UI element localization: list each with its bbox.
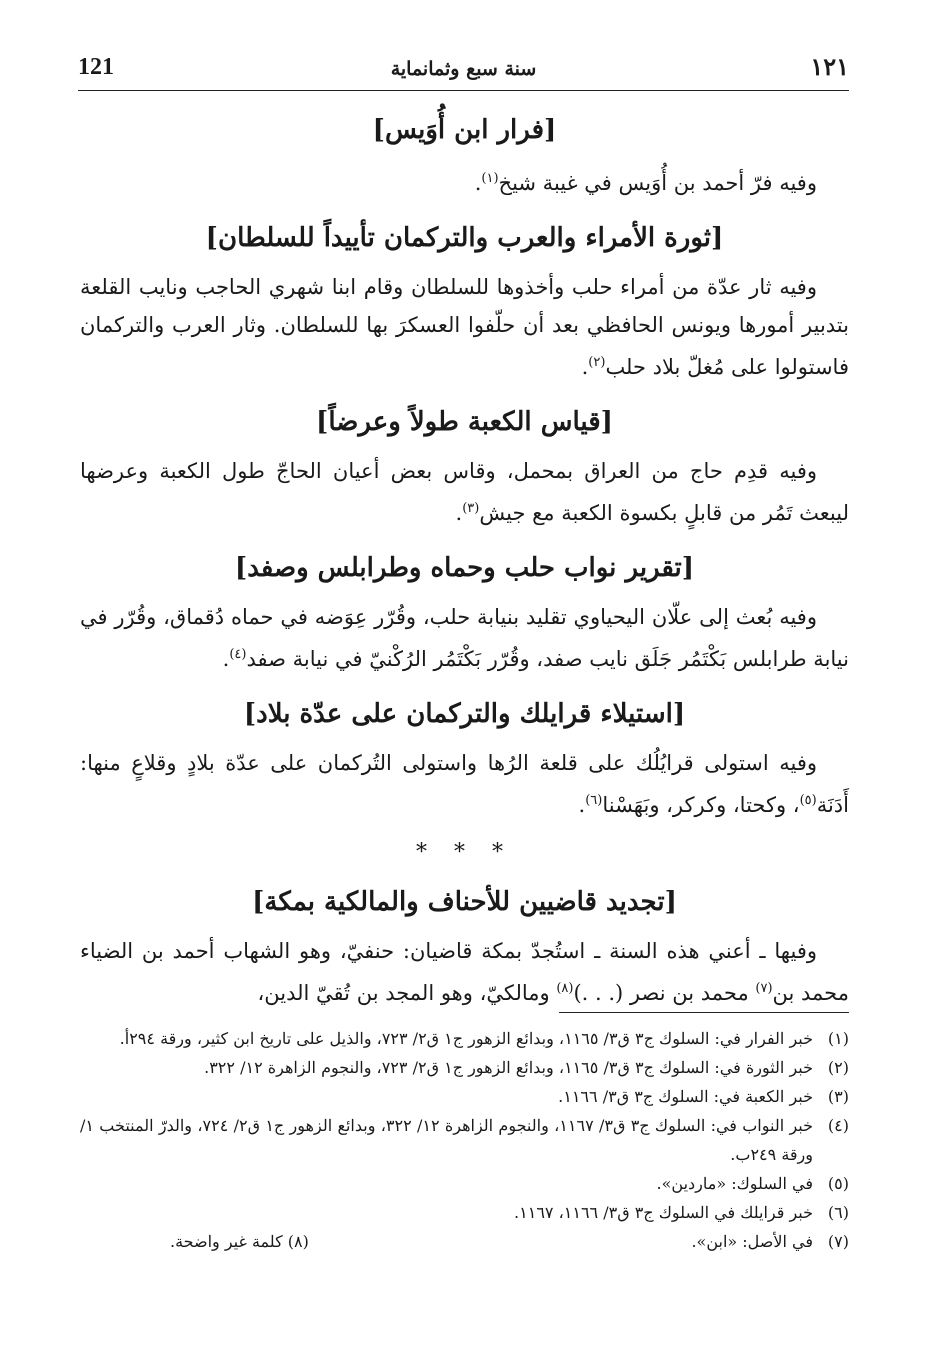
section-separator: * * * [416, 840, 513, 865]
footnote-marker: (٨) [556, 981, 574, 996]
running-title: سنة سبع وثمانماية [390, 58, 537, 80]
section-heading: [ثورة الأمراء والعرب والتركمان تأييداً للسلطان] [205, 223, 724, 253]
section-heading: [فرار ابن أُوَيس] [372, 115, 557, 145]
footnote-marker: (٥) [799, 793, 817, 808]
footnote: (١) خبر الفرار في: السلوك ج٣ ق٣/ ١١٦٥، وبدائع الزهور ج١ ق٢/ ٧٢٣، والذيل على تاريخ ابن كثير، ورقة ٢٩٤أ. [119, 1029, 849, 1048]
main-text [80, 108, 849, 1026]
footnote-row [80, 1227, 849, 1256]
footnote: (٨) كلمة غير واضحة. [170, 1232, 309, 1251]
page-number-latin: 121 [78, 54, 114, 80]
section-ibn-uways [80, 108, 849, 202]
section-qarayluk [80, 692, 849, 824]
section-governors [80, 546, 849, 678]
footnote: (٢) خبر الثورة في: السلوك ج٣ ق٣/ ١١٦٥، وبدائع الزهور ج١ ق٢/ ٧٢٣، والنجوم الزاهرة ١٢/ ٣٢٢. [204, 1058, 849, 1077]
section-paragraph: وفيها ـ أعني هذه السنة ـ استُجدّ بمكة قاضيان: حنفيّ، وهو الشهاب أحمد بن الضياء محمد بن$^{(٧)}$ محمد بن نصر (. . .)$^{(٨)}$ ومالكيّ، وهو المجد بن تُقيّ الدين، [80, 939, 849, 1005]
footnote-marker: (٣) [462, 501, 480, 516]
footnote-marker: (٦) [585, 793, 603, 808]
section-revolt [80, 216, 849, 386]
footnote-divider [559, 1012, 849, 1013]
section-heading: [استيلاء قرايلك والتركمان على عدّة بلاد] [243, 699, 686, 729]
section-judges [80, 880, 849, 1012]
section-paragraph: وفيه ثار عدّة من أمراء حلب وأخذوها للسلطان وقام ابنا شهري الحاجب ونايب القلعة بتدبير أمورها ويونس الحافظي بعد أن حلّفوا العسكرَ بها للسلطان. وثار العرب والتركمان فاستولوا على مُغلّ بلاد حلب$^{(٢)}$. [80, 275, 849, 379]
footnotes [80, 1024, 849, 1256]
footnote: (٧) في الأصل: «ابن». [691, 1232, 849, 1251]
footnote-marker: (٢) [588, 355, 606, 370]
footnote: (٣) خبر الكعبة في: السلوك ج٣ ق٣/ ١١٦٦. [558, 1087, 849, 1106]
section-paragraph: وفيه فرّ أحمد بن أُوَيس في غيبة شيخ$^{(١)}$. [474, 171, 817, 195]
footnote-marker: (١) [481, 171, 499, 186]
section-heading: [تقرير نواب حلب وحماه وطرابلس وصفد] [234, 553, 695, 583]
section-paragraph: وفيه استولى قرايُلُك على قلعة الرُها واستولى التُركمان على عدّة بلادٍ وقلاعٍ منها: أَدَنَة$^{(٥)}$، وكحتا، وكركر، وبَهَسْنا$^{(٦)}$. [80, 751, 849, 817]
footnote: (٥) في السلوك: «ماردين». [656, 1174, 849, 1193]
section-paragraph: وفيه قدِم حاج من العراق بمحمل، وقاس بعض أعيان الحاجّ طول الكعبة وعرضها ليبعث تَمُر من قابلٍ بكسوة الكعبة مع جيش$^{(٣)}$. [80, 459, 849, 525]
section-paragraph: وفيه بُعث إلى علّان اليحياوي تقليد بنيابة حلب، وقُرّر عِوَضه في حماه دُقماق، وقُرّر في نيابة طرابلس بَكْتَمُر جَلَق نايب صفد، وقُرّر بَكْتَمُر الرُكْنيّ في نيابة صفد$^{(٤)}$. [80, 605, 849, 671]
page-header [78, 48, 849, 91]
section-heading: [قياس الكعبة طولاً وعرضاً] [316, 407, 613, 437]
footnote-marker: (٤) [229, 647, 247, 662]
footnote: (٤) خبر النواب في: السلوك ج٣ ق٣/ ١١٦٧، والنجوم الزاهرة ١٢/ ٣٢٢، وبدائع الزهور ج١ ق٢/ ٧٢٤، والدرّ المنتخب ١/ ورقة ٢٤٩ب. [80, 1116, 849, 1164]
page-number-arabic: ١٢١ [810, 52, 849, 81]
section-heading: [تجديد قاضيين للأحناف والمالكية بمكة] [252, 887, 677, 917]
section-kaaba [80, 400, 849, 532]
footnote: (٦) خبر قرايلك في السلوك ج٣ ق٣/ ١١٦٦، ١١٦٧. [514, 1203, 849, 1222]
footnote-marker: (٧) [755, 981, 773, 996]
